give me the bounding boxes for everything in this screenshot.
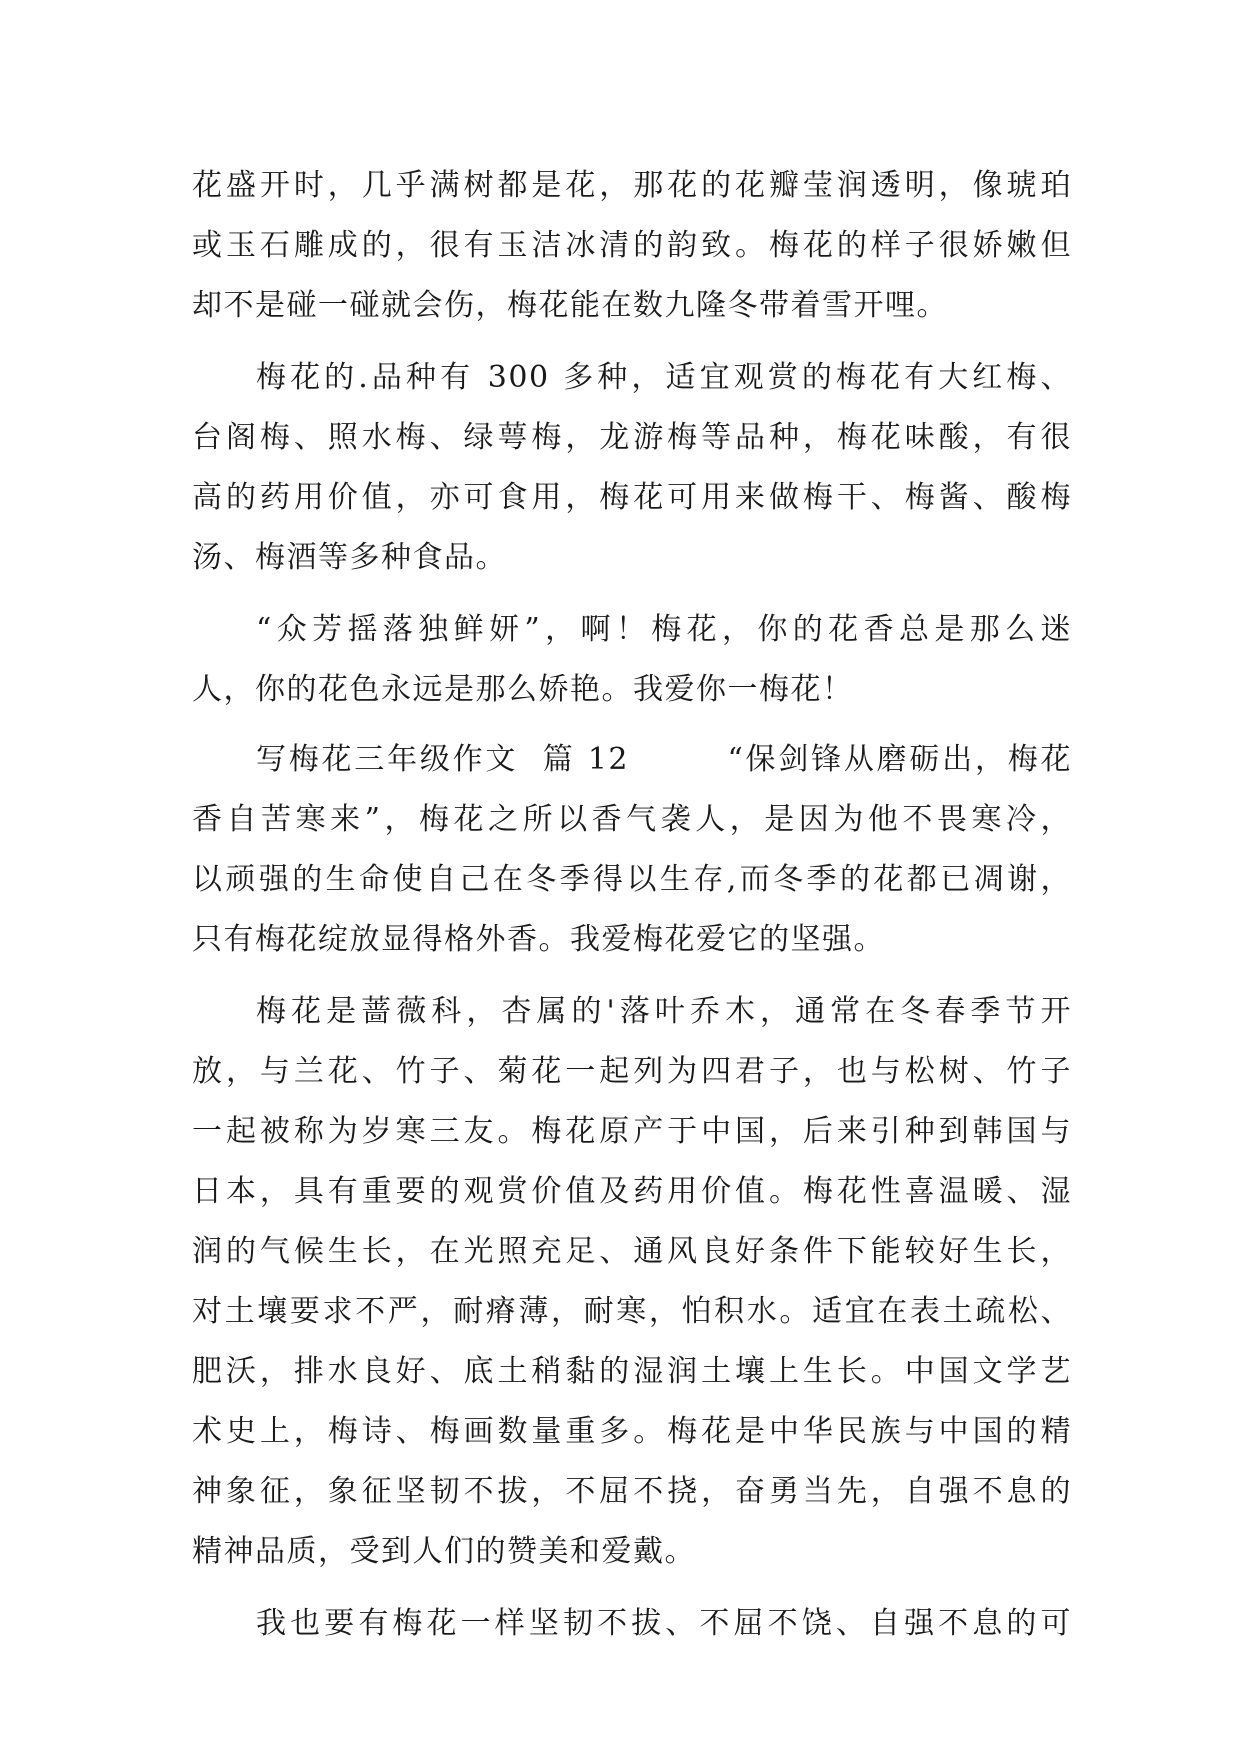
text-line: 日本，具有重要的观赏价值及药用价值。梅花性喜温暖、湿	[192, 1174, 1072, 1209]
text-line: 一起被称为岁寒三友。梅花原产于中国，后来引种到韩国与	[192, 1114, 1072, 1149]
text-line: 人，你的花色永远是那么娇艳。我爱你一梅花！	[192, 672, 854, 707]
text-line: 只有梅花绽放显得格外香。我爱梅花爱它的坚强。	[192, 922, 885, 957]
text-line: 肥沃，排水良好、底土稍黏的湿润土壤上生长。中国文学艺	[192, 1354, 1072, 1389]
text-line: 润的气候生长，在光照充足、通风良好条件下能较好生长，	[192, 1234, 1072, 1269]
essay-heading-line: 写梅花三年级作文 篇 12 “保剑锋从磨砺出，梅花	[256, 742, 1072, 777]
paragraph-first-line: 我也要有梅花一样坚韧不拔、不屈不饶、自强不息的可	[256, 1606, 1072, 1641]
paragraph-first-line: 梅花的.品种有 300 多种，适宜观赏的梅花有大红梅、	[256, 360, 1072, 395]
text-line: 汤、梅酒等多种食品。	[192, 540, 507, 575]
text-line: 术史上，梅诗、梅画数量重多。梅花是中华民族与中国的精	[192, 1414, 1072, 1449]
text-line: 花盛开时，几乎满树都是花，那花的花瓣莹润透明，像琥珀	[192, 168, 1072, 203]
text-line: 神象征，象征坚韧不拔，不屈不挠，奋勇当先，自强不息的	[192, 1474, 1072, 1509]
text-line: 放，与兰花、竹子、菊花一起列为四君子，也与松树、竹子	[192, 1054, 1072, 1089]
text-line: 却不是碰一碰就会伤，梅花能在数九隆冬带着雪开哩。	[192, 288, 948, 323]
paragraph-first-line: 梅花是蔷薇科，杏属的'落叶乔木，通常在冬春季节开	[256, 994, 1072, 1029]
paragraph-first-line: “众芳摇落独鲜妍”，啊！梅花，你的花香总是那么迷	[256, 612, 1072, 647]
text-line: 以顽强的生命使自己在冬季得以生存,而冬季的花都已凋谢，	[192, 862, 1072, 897]
text-line: 香自苦寒来”，梅花之所以香气袭人，是因为他不畏寒冷，	[192, 802, 1072, 837]
text-line: 或玉石雕成的，很有玉洁冰清的韵致。梅花的样子很娇嫩但	[192, 228, 1072, 263]
text-line: 台阁梅、照水梅、绿萼梅，龙游梅等品种，梅花味酸，有很	[192, 420, 1072, 455]
text-line: 高的药用价值，亦可食用，梅花可用来做梅干、梅酱、酸梅	[192, 480, 1072, 515]
text-line: 对土壤要求不严，耐瘠薄，耐寒，怕积水。适宜在表土疏松、	[192, 1294, 1072, 1329]
text-line: 精神品质，受到人们的赞美和爱戴。	[192, 1534, 696, 1569]
